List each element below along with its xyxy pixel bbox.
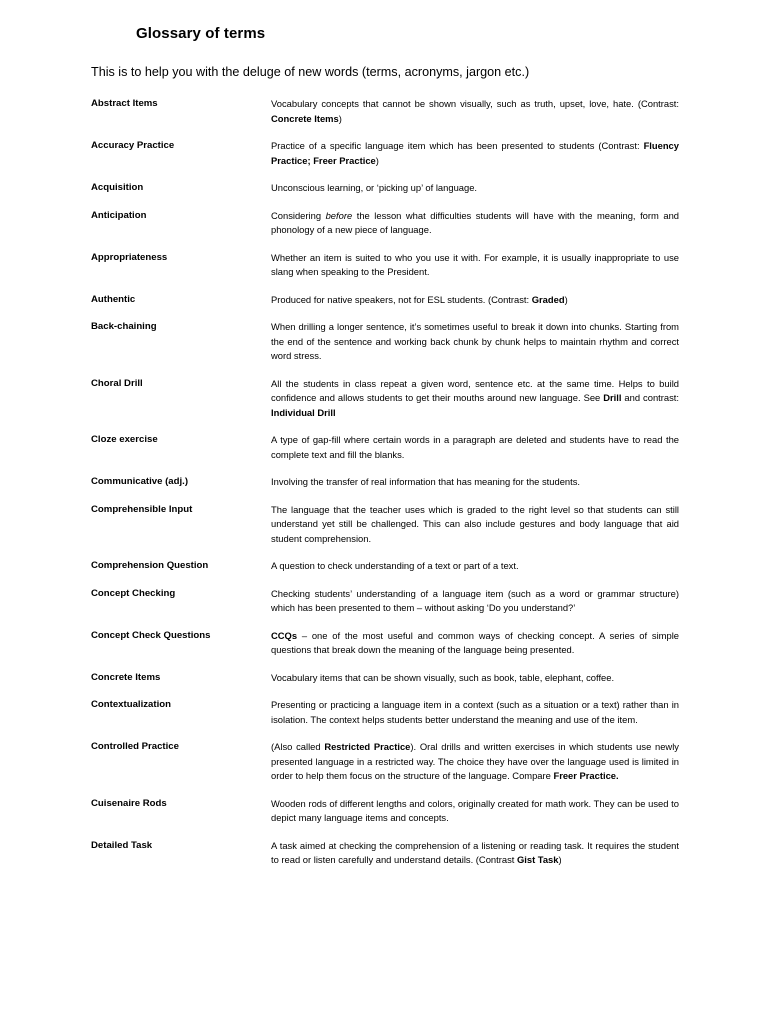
definition-text: and contrast: [621, 392, 679, 403]
glossary-entry [91, 181, 691, 196]
glossary-term: Cloze exercise [91, 434, 158, 445]
glossary-definition [271, 740, 679, 784]
definition-bold-ref: Graded [531, 293, 565, 305]
glossary-definition [271, 181, 679, 196]
definition-text: (Also called [271, 741, 325, 752]
glossary-entry [91, 433, 691, 462]
definition-bold-ref: Gist Task [516, 854, 559, 865]
glossary-term: Appropriateness [91, 251, 168, 263]
glossary-definition [271, 475, 679, 490]
glossary-entry [91, 97, 691, 126]
definition-text: Whether an item is suited to who you use it with. For example, it is usually inappropriate to use slang when speaking to the President. [271, 251, 679, 277]
definition-bold-ref: Fluency Practice; Freer Practice [271, 140, 679, 166]
glossary-entry [91, 320, 691, 364]
definition-text: Practice of a specific language item which has been presented to students (Contrast: [271, 140, 644, 151]
definition-bold-ref: Individual Drill [271, 406, 336, 418]
definition-text: Considering [271, 209, 326, 221]
glossary-entry [91, 209, 691, 238]
glossary-term: Contextualization [91, 699, 171, 710]
glossary-term: Concept Check Questions [91, 629, 211, 641]
glossary-term: Back-chaining [91, 321, 157, 332]
definition-bold-ref: Concrete Items [271, 112, 339, 124]
definition-text: A task aimed at checking the comprehension of a listening or reading task. It requires the student to read or listen carefully and understand details. (Contrast [271, 839, 679, 865]
definition-bold-ref: Freer Practice. [553, 770, 619, 781]
definition-text: ) [338, 112, 342, 124]
definition-text: Presenting or practicing a language item in a context (such as a situation or a text) rather than in isolation. The context helps students better understand the meaning and use of the item. [271, 699, 679, 725]
glossary-entry [91, 139, 691, 168]
glossary-entry [91, 587, 691, 616]
glossary-term: Acquisition [91, 182, 144, 193]
glossary-definition [271, 839, 679, 868]
glossary-entry [91, 698, 691, 727]
glossary-term: Accuracy Practice [91, 140, 175, 151]
glossary-definition [271, 559, 679, 574]
glossary-entry [91, 797, 691, 826]
glossary-definition [271, 587, 679, 616]
glossary-definition [271, 629, 679, 658]
glossary-entry [91, 377, 691, 421]
definition-text: Involving the transfer of real information that has meaning for the students. [271, 476, 581, 487]
glossary-term: Concept Checking [91, 587, 176, 599]
glossary-term: Abstract Items [91, 98, 158, 109]
glossary-entry [91, 503, 691, 547]
glossary-term: Detailed Task [91, 839, 153, 851]
definition-text: Unconscious learning, or ‘picking up’ of language. [271, 182, 478, 193]
page-title: Glossary of terms [136, 25, 266, 42]
definition-text: ) [564, 293, 568, 305]
glossary-definition [271, 698, 679, 727]
definition-text: All the students in class repeat a given word, sentence etc. at the same time. Helps to build confidence and allows students to get their mouths around new language. See [271, 377, 679, 403]
intro-text: This is to help you with the deluge of new words (terms, acronyms, jargon etc.) [91, 65, 530, 79]
glossary-entry [91, 251, 691, 280]
definition-text: ) [375, 154, 379, 166]
definition-text: The language that the teacher uses which is graded to the right level so that students can still understand yet still be challenged. This can also include gestures and body language that aid student comprehension. [271, 503, 679, 544]
definition-italic-text: before [325, 209, 353, 221]
glossary-entry [91, 559, 691, 574]
glossary-term: Controlled Practice [91, 741, 179, 752]
glossary-term: Authentic [91, 293, 136, 305]
glossary-term: Concrete Items [91, 671, 161, 683]
definition-bold-ref: Restricted Practice [324, 741, 411, 752]
glossary-definition [271, 97, 679, 126]
definition-text: When drilling a longer sentence, it’s sometimes useful to break it down into chunks. Starting from the end of the sentence and working back chunk by chunk helps to maintain rhythm and correct word stress. [271, 321, 679, 361]
glossary-term: Anticipation [91, 209, 147, 221]
glossary-list [91, 97, 691, 881]
glossary-definition [271, 209, 679, 238]
definition-bold-ref: Drill [603, 392, 622, 403]
definition-text: Vocabulary concepts that cannot be shown visually, such as truth, upset, love, hate. (Contrast: [271, 98, 679, 109]
glossary-term: Cuisenaire Rods [91, 797, 167, 809]
glossary-term: Comprehension Question [91, 560, 209, 571]
definition-text: Produced for native speakers, not for ESL students. (Contrast: [271, 293, 532, 305]
glossary-entry [91, 839, 691, 868]
definition-text: A question to check understanding of a text or part of a text. [271, 560, 519, 571]
definition-text: the lesson what difficulties students will have with the meaning, form and phonology of a new piece of language. [271, 209, 679, 235]
glossary-entry [91, 629, 691, 658]
glossary-definition [271, 320, 679, 364]
definition-text: ) [558, 854, 562, 865]
glossary-entry [91, 671, 691, 686]
glossary-entry [91, 740, 691, 784]
glossary-entry [91, 293, 691, 308]
definition-text: – one of the most useful and common ways of checking concept. A series of simple questions that break down the meaning of the language being presented. [271, 629, 679, 655]
glossary-term: Communicative (adj.) [91, 476, 189, 487]
definition-text: ). Oral drills and written exercises in which students use newly presented language in a restricted way. The choice they have over the language used is limited in order to help them focus on the structure of the language. Compare [271, 741, 679, 781]
glossary-definition [271, 433, 679, 462]
glossary-definition [271, 503, 679, 547]
glossary-definition [271, 139, 679, 168]
glossary-definition [271, 377, 679, 421]
glossary-definition [271, 671, 679, 686]
glossary-entry [91, 475, 691, 490]
glossary-term: Choral Drill [91, 377, 143, 389]
definition-text: Vocabulary items that can be shown visually, such as book, table, elephant, coffee. [271, 671, 615, 683]
definition-text: Checking students’ understanding of a language item (such as a word or grammar structure) which has been presented to them – without asking ‘Do you understand?’ [271, 587, 679, 613]
glossary-definition [271, 251, 679, 280]
definition-bold-ref: CCQs [271, 629, 298, 641]
glossary-definition [271, 797, 679, 826]
definition-text: Wooden rods of different lengths and colors, originally created for math work. They can be used to depict many language items and concepts. [271, 797, 679, 823]
definition-text: A type of gap-fill where certain words in a paragraph are deleted and students have to read the complete text and fill the blanks. [271, 434, 679, 460]
glossary-definition [271, 293, 679, 308]
glossary-term: Comprehensible Input [91, 503, 193, 515]
